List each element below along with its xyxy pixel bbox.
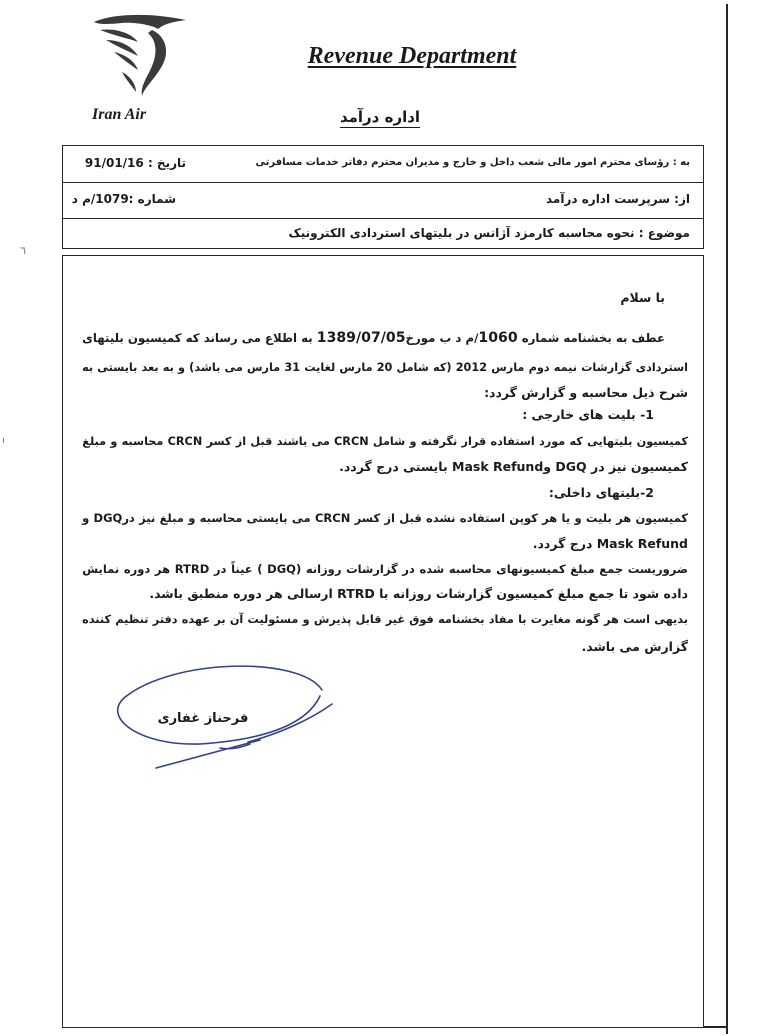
letter-reference-text	[82, 331, 665, 345]
scan-speck	[3, 438, 4, 443]
memo-recipients	[250, 152, 690, 174]
memo-date	[70, 152, 186, 174]
letter-line-text: ضروریست جمع مبلغ کمیسیونهای محاسبه شده در گزارشات روزانه (DGQ ) عیناً در RTRD هر دوره نمایش	[82, 562, 688, 576]
section-heading-domestic	[354, 482, 654, 504]
logo-wing-2	[106, 40, 138, 56]
page-edge-right	[726, 4, 728, 1034]
letter-line	[82, 456, 688, 478]
logo-tail	[122, 72, 136, 92]
memo-subject	[220, 222, 690, 244]
section-heading-international	[354, 404, 654, 426]
letter-line-text: کمیسیون هر بلیت و یا هر کوپن استفاده نشده قبل از کسر CRCN می بایستی محاسبه و مبلغ نیز درDGQ و	[82, 511, 688, 525]
memo-number	[64, 188, 176, 210]
letter-line	[82, 609, 688, 631]
letter-line-text: گزارش می باشد.	[581, 639, 688, 654]
signature-oval	[118, 666, 322, 744]
memo-date-text: تاریخ : 91/01/16	[84, 156, 186, 170]
reference-prefix: عطف به بخشنامه شماره	[517, 331, 665, 345]
letter-line-text: Mask Refund درج گردد.	[532, 536, 688, 551]
logo-wing-1	[100, 30, 138, 43]
memo-sender	[390, 188, 690, 210]
letter-line	[82, 507, 688, 529]
margin-page-mark: ٦	[20, 244, 26, 257]
letter-line-text: کمیسیون نیز در DGQ وMask Refund بایستی درج گردد.	[339, 459, 688, 474]
section-heading-text: 2-بلیتهای داخلی:	[548, 485, 654, 500]
logo-head	[94, 15, 186, 29]
reference-suffix: به اطلاع می رساند که کمیسیون بلیتهای	[82, 331, 317, 345]
airline-name: Iran Air	[92, 106, 147, 123]
letter-line-text: کمیسیون بلیتهایی که مورد استفاده قرار نگرفته و شامل CRCN می باشند قبل از کسر CRCN محاسبه و مبلغ	[82, 435, 688, 448]
memo-subject-text: موضوع : نحوه محاسبه کارمزد آژانس در بلیتهای استردادی الکترونیک	[288, 226, 690, 240]
letter-line	[82, 533, 688, 555]
department-title-fa-text: اداره درآمد	[339, 108, 421, 126]
logo-body	[142, 30, 166, 96]
letter-line-text: داده شود تا جمع مبلغ کمیسیون گزارشات روزانه با RTRD ارسالی هر دوره منطبق باشد.	[149, 586, 688, 601]
iran-air-homa-logo-icon	[92, 12, 188, 96]
circular-date: 1389/07/05	[316, 330, 406, 346]
letter-line-text: بدیهی است هر گونه مغایرت با مفاد بخشنامه فوق غیر قابل پذیرش و مسئولیت آن بر عهده دفتر تنظیم کننده	[82, 613, 688, 626]
letter-line	[82, 357, 688, 379]
letter-line	[82, 431, 688, 453]
letter-line	[82, 583, 688, 605]
letter-line-text: استردادی گزارشات نیمه دوم مارس 2012 (که شامل 20 مارس لغایت 31 مارس می باشد) و به بعد بایستی به	[82, 361, 688, 374]
letter-line	[82, 382, 688, 404]
logo-wing-3	[114, 52, 138, 70]
circular-number: 1060	[478, 330, 518, 346]
letter-greeting	[465, 287, 665, 309]
department-title-en: Revenue Department	[307, 43, 517, 69]
memo-row-divider	[62, 218, 704, 219]
page-edge-bottom	[703, 1026, 728, 1028]
signatory-name-text: فرحناز غفاری	[157, 711, 249, 726]
letter-line-text: شرح ذیل محاسبه و گزارش گردد:	[484, 385, 688, 400]
memo-row-divider	[62, 182, 704, 183]
section-heading-text: 1- بلیت های خارجی :	[522, 407, 654, 422]
signatory-name	[148, 708, 258, 730]
memo-number-text: شماره :1079/م د	[71, 192, 176, 206]
letter-greeting-text: با سلام	[620, 290, 665, 305]
reference-middle: /م د ب مورخ	[405, 331, 479, 345]
letter-line	[82, 558, 688, 580]
department-title-fa	[336, 104, 424, 130]
memo-sender-text: از: سرپرست اداره درآمد	[545, 192, 690, 206]
memo-recipients-text: به : رؤسای محترم امور مالی شعب داخل و خارج و مدیران محترم دفاتر خدمات مسافرتی	[255, 157, 690, 168]
letter-reference-line	[82, 327, 665, 349]
